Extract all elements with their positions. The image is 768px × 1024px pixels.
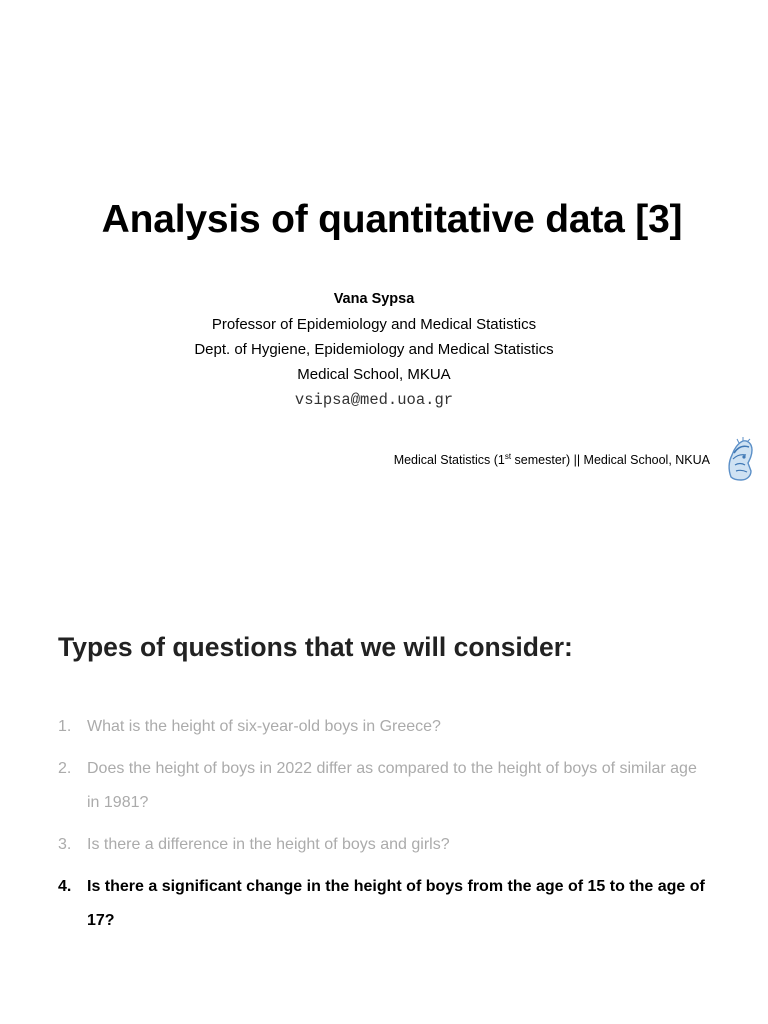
- affiliation-line-1: Professor of Epidemiology and Medical Statistics: [211, 316, 537, 333]
- question-list: [58, 710, 708, 938]
- university-seal-icon: [725, 437, 755, 483]
- list-item-number: 2.: [58, 760, 72, 777]
- list-item: [58, 710, 708, 744]
- footer-suffix: semester) || Medical School, NKUA: [511, 453, 710, 467]
- list-item-text: Is there a significant change in the height of boys from the age of 15 to the age of 17?: [87, 878, 705, 929]
- list-item-text: What is the height of six-year-old boys in Greece?: [87, 718, 441, 735]
- list-item-number: 1.: [58, 718, 72, 735]
- affiliation-line-3: Medical School, MKUA: [297, 366, 451, 383]
- list-item-text: Does the height of boys in 2022 differ as compared to the height of boys of similar age in 1981?: [87, 760, 697, 811]
- list-item-number: 4.: [58, 878, 72, 895]
- affiliation-line-2: Dept. of Hygiene, Epidemiology and Medical Statistics: [194, 341, 554, 358]
- author-name: Vana Sypsa: [333, 291, 415, 307]
- list-item: [58, 828, 708, 862]
- footer-prefix: Medical Statistics (1: [393, 453, 505, 467]
- list-item-active: [58, 870, 708, 938]
- list-item-text: Is there a difference in the height of boys and girls?: [87, 836, 450, 853]
- content-slide: [0, 512, 768, 1024]
- list-item: [58, 752, 708, 820]
- author-email: vsipsa@med.uoa.gr: [294, 391, 454, 409]
- footer-superscript: st: [504, 452, 512, 461]
- slide-footer: [394, 453, 710, 467]
- slide-title: Analysis of quantitative data [3]: [101, 198, 683, 241]
- slide-heading: Types of questions that we will consider:: [58, 632, 573, 662]
- list-item-number: 3.: [58, 836, 72, 853]
